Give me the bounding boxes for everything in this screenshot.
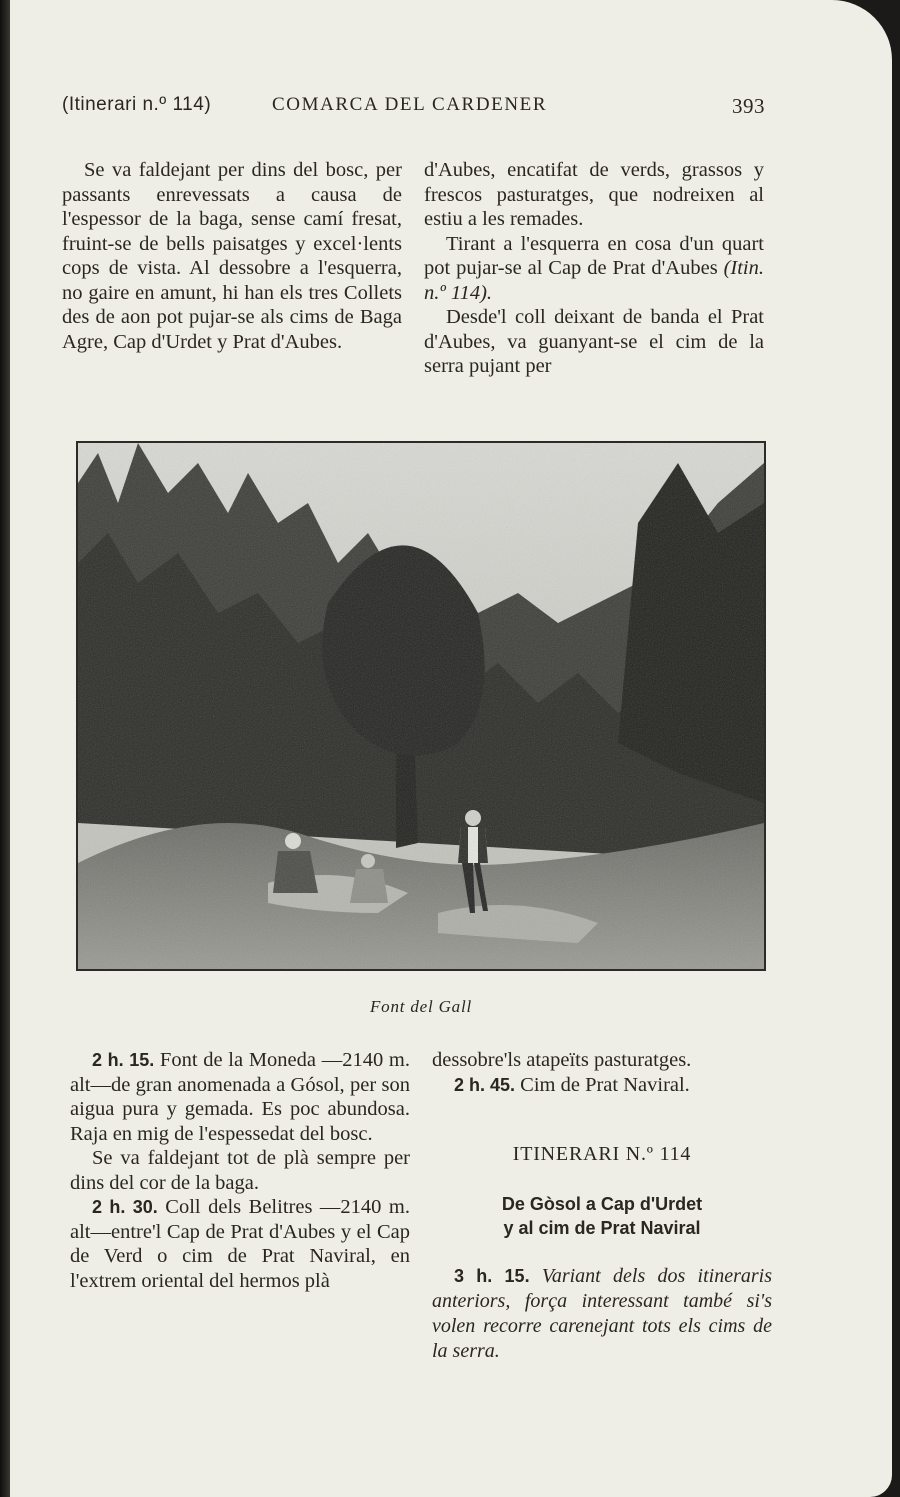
paragraph: dessobre'ls atapeïts pasturatges. xyxy=(432,1049,692,1071)
paragraph: Se va faldejant per dins del bosc, per passants enrevessats a causa de l'espessor de la baga, sense camí fresat, fruint-se de bells paisatges y excel·lents cops de vista. Al dessobre a l'esquerra, no gaire en amunt, hi han els tres Collets des de aon pot pujar-se als cims de Baga Agre, Cap d'Urdet y Prat d'Aubes. xyxy=(62,159,402,353)
paragraph: d'Aubes, encatifat de verds, grassos y frescos pasturatges, que nodreixen al estiu a les remades. xyxy=(424,159,764,230)
running-head xyxy=(62,94,765,124)
step-time: 2 h. 45. xyxy=(454,1074,516,1095)
itinerary-reference: (Itinerari n.º 114) xyxy=(62,94,212,115)
paragraph-text: Tirant a l'esquerra en cosa d'un quart pot pujar-se al Cap de Prat d'Aubes xyxy=(424,232,764,279)
book-gutter xyxy=(0,0,10,1497)
page-number: 393 xyxy=(732,94,765,118)
subtitle-line: y al cim de Prat Naviral xyxy=(503,1218,701,1238)
route-step xyxy=(70,1048,410,1146)
section-subtitle xyxy=(432,1192,772,1240)
text-column-top-right xyxy=(424,158,764,379)
step-time: 3 h. 15. xyxy=(454,1266,530,1286)
forest-photo-image xyxy=(78,443,764,969)
itinerary-crossref: (Itin. n.º 114). xyxy=(424,257,764,304)
step-text: Cim de Prat Naviral. xyxy=(515,1073,690,1096)
paragraph xyxy=(424,232,764,306)
route-step xyxy=(70,1195,410,1293)
variant-paragraph xyxy=(432,1264,772,1364)
route-step xyxy=(432,1073,772,1098)
chapter-title: COMARCA DEL CARDENER xyxy=(272,94,548,115)
text-column-bottom-right xyxy=(432,1048,772,1097)
section-title: ITINERARI N.º 114 xyxy=(512,1143,692,1165)
step-text: Font de la Moneda —2140 m. alt—de gran anomenada a Gósol, per son aigua pura y gemada. Es poc abundosa. Raja en mig de l'espessedat del bosc. xyxy=(70,1049,410,1145)
paragraph: Se va faldejant tot de plà sempre per dins del cor de la baga. xyxy=(70,1147,410,1194)
photograph xyxy=(76,441,766,971)
subtitle-line: De Gòsol a Cap d'Urdet xyxy=(501,1194,703,1214)
text-column-top-left xyxy=(62,158,402,354)
step-time: 2 h. 30. xyxy=(92,1197,158,1217)
variant-text: Variant dels dos itineraris anteriors, força interessant també si's volen recorre carenejant tots els cims de la serra. xyxy=(432,1265,773,1362)
paragraph: Desde'l coll deixant de banda el Prat d'Aubes, va guanyant-se el cim de la serra pujant per xyxy=(424,306,764,377)
step-text: Coll dels Belitres —2140 m. alt—entre'l Cap de Prat d'Aubes y el Cap de Verd o cim de Prat Naviral, en l'extrem oriental del hermos plà xyxy=(70,1196,410,1292)
photo-caption: Font del Gall xyxy=(370,997,472,1016)
text-column-bottom-left xyxy=(70,1048,410,1293)
step-time: 2 h. 15. xyxy=(92,1050,155,1070)
